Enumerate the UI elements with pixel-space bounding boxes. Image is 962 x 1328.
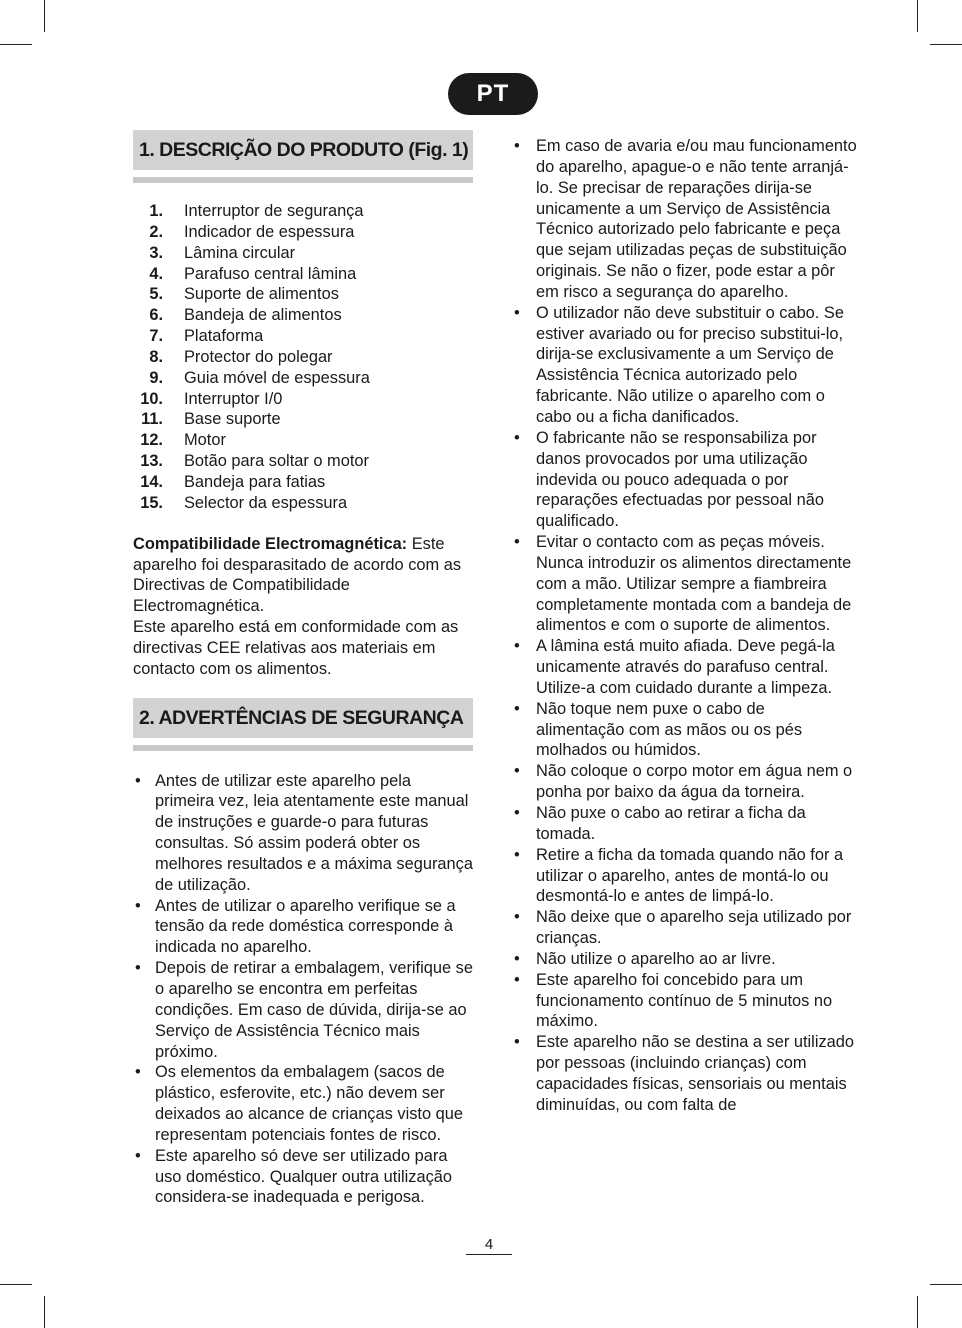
part-number: 7.	[149, 327, 163, 346]
part-item	[133, 264, 473, 285]
safety-item: • Não toque nem puxe o cabo de alimentação com as mãos ou os pés molhados ou húmidos.	[512, 699, 857, 762]
part-label: Base suporte	[184, 410, 281, 429]
part-item	[133, 326, 473, 347]
part-label: Botão para soltar o motor	[184, 452, 369, 471]
part-item	[133, 305, 473, 326]
part-item	[133, 201, 473, 222]
compat-text: Este aparelho foi desparasitado de acordo com as Directivas de Compatibilidade Electromagnética.	[133, 534, 462, 616]
part-item	[133, 222, 473, 243]
section1-heading: 1. DESCRIÇÃO DO PRODUTO (Fig. 1)	[133, 130, 473, 170]
part-item	[133, 451, 473, 472]
right-column	[512, 136, 857, 1116]
part-number: 15.	[140, 493, 163, 512]
crop-mark-top-right-h	[930, 44, 962, 45]
safety-item: • Este aparelho só deve ser utilizado para uso doméstico. Qualquer outra utilização considera-se inadequada e perigosa.	[133, 1146, 473, 1209]
part-number: 12.	[140, 431, 163, 450]
safety-item: • A lâmina está muito afiada. Deve pegá-la unicamente através do parafuso central. Utilize-a com cuidado durante a limpeza.	[512, 636, 857, 699]
part-item	[133, 284, 473, 305]
safety-item: • Antes de utilizar este aparelho pela primeira vez, leia atentamente este manual de instruções e guarde-o para futuras consultas. Só assim poderá obter os melhores resultados e a máxima segurança de utilização.	[133, 771, 473, 896]
part-item	[133, 389, 473, 410]
parts-list	[133, 201, 473, 514]
compat-paragraph	[133, 534, 473, 617]
compat-label: Compatibilidade Electromagnética:	[133, 534, 408, 553]
safety-item: • Não puxe o cabo ao retirar a ficha da tomada.	[512, 803, 857, 845]
part-number: 10.	[140, 389, 163, 408]
part-number: 4.	[149, 264, 163, 283]
crop-mark-bottom-right-v	[917, 1296, 918, 1328]
part-number: 13.	[140, 452, 163, 471]
safety-item: • Retire a ficha da tomada quando não for a utilizar o aparelho, antes de montá-lo ou desmontá-lo e antes de limpá-lo.	[512, 845, 857, 908]
part-number: 2.	[149, 222, 163, 241]
part-label: Plataforma	[184, 327, 264, 346]
safety-list-right	[512, 136, 857, 1116]
section1-rule	[133, 177, 473, 183]
part-label: Bandeja de alimentos	[184, 306, 342, 325]
page-number-rule	[466, 1254, 512, 1255]
crop-mark-bottom-left-h	[0, 1284, 32, 1285]
crop-mark-bottom-left-v	[44, 1296, 45, 1328]
part-item	[133, 368, 473, 389]
crop-mark-top-left-v	[44, 0, 45, 32]
part-item	[133, 243, 473, 264]
part-item	[133, 493, 473, 514]
page-number: 4	[484, 1236, 494, 1253]
part-number: 1.	[149, 202, 163, 220]
safety-item: • Não coloque o corpo motor em água nem o ponha por baixo da água da torneira.	[512, 761, 857, 803]
left-column	[133, 130, 473, 1208]
section2-heading: 2. ADVERTÊNCIAS DE SEGURANÇA	[133, 698, 473, 738]
safety-item: • Em caso de avaria e/ou mau funcionamento do aparelho, apague-o e não tente arranjá-lo. Se precisar de reparações dirija-se unicamente a um Serviço de Assistência Técnico autorizado pelo fabricante e peça que sejam utilizadas peças de substituição originais. Se não o fizer, pode estar a pôr em risco a segurança do aparelho.	[512, 136, 857, 303]
part-label: Indicador de espessura	[184, 222, 355, 241]
safety-item: • Este aparelho não se destina a ser utilizado por pessoas (incluindo crianças) com capacidades físicas, sensoriais ou mentais diminuídas, ou com falta de	[512, 1032, 857, 1115]
part-item	[133, 347, 473, 368]
part-number: 5.	[149, 285, 163, 304]
part-label: Interruptor de segurança	[184, 202, 364, 220]
section2-rule	[133, 745, 473, 751]
crop-mark-top-right-v	[917, 0, 918, 32]
conformity-paragraph: Este aparelho está em conformidade com as directivas CEE relativas aos materiais em contacto com os alimentos.	[133, 618, 459, 678]
part-item	[133, 409, 473, 430]
part-label: Motor	[184, 431, 226, 450]
safety-item: • O fabricante não se responsabiliza por danos provocados por uma utilização indevida ou pouco adequada o por reparações efectuadas por pessoal não qualificado.	[512, 428, 857, 532]
part-label: Interruptor I/0	[184, 389, 283, 408]
part-item	[133, 430, 473, 451]
language-badge: PT	[448, 73, 538, 115]
part-number: 11.	[141, 410, 163, 429]
safety-item: • Evitar o contacto com as peças móveis. Nunca introduzir os alimentos directamente com a mão. Utilizar sempre a fiambreira completamente montada com a bandeja de alimentos e com o suporte de alimentos.	[512, 532, 857, 636]
part-label: Guia móvel de espessura	[184, 368, 370, 387]
part-number: 14.	[140, 472, 163, 491]
part-item	[133, 472, 473, 493]
crop-mark-top-left-h	[0, 44, 32, 45]
part-number: 6.	[149, 306, 163, 325]
part-label: Bandeja para fatias	[184, 472, 326, 491]
safety-item: • Antes de utilizar o aparelho verifique se a tensão da rede doméstica corresponde à indicada no aparelho.	[133, 896, 473, 959]
part-label: Protector do polegar	[184, 347, 333, 366]
part-label: Suporte de alimentos	[184, 285, 339, 304]
safety-item: • Não deixe que o aparelho seja utilizado por crianças.	[512, 907, 857, 949]
part-number: 3.	[149, 243, 163, 262]
safety-list-left	[133, 771, 473, 1209]
safety-item: • Os elementos da embalagem (sacos de plástico, esferovite, etc.) não devem ser deixados ao alcance de crianças visto que representam potenciais fontes de risco.	[133, 1062, 473, 1145]
part-label: Parafuso central lâmina	[184, 264, 357, 283]
safety-item: • Este aparelho foi concebido para um funcionamento contínuo de 5 minutos no máximo.	[512, 970, 857, 1033]
safety-item: • Depois de retirar a embalagem, verifique se o aparelho se encontra em perfeitas condições. Em caso de dúvida, dirija-se ao Serviço de Assistência Técnico mais próximo.	[133, 958, 473, 1062]
part-label: Selector da espessura	[184, 493, 348, 512]
safety-item: • Não utilize o aparelho ao ar livre.	[512, 949, 857, 970]
part-number: 9.	[149, 368, 163, 387]
safety-item: • O utilizador não deve substituir o cabo. Se estiver avariado ou for preciso substitui-lo, dirija-se exclusivamente a um Serviço de Assistência Técnica autorizado pelo fabricante. Não utilize o aparelho com o cabo ou a ficha danificados.	[512, 303, 857, 428]
crop-mark-bottom-right-h	[930, 1284, 962, 1285]
part-number: 8.	[149, 347, 163, 366]
part-label: Lâmina circular	[184, 243, 296, 262]
